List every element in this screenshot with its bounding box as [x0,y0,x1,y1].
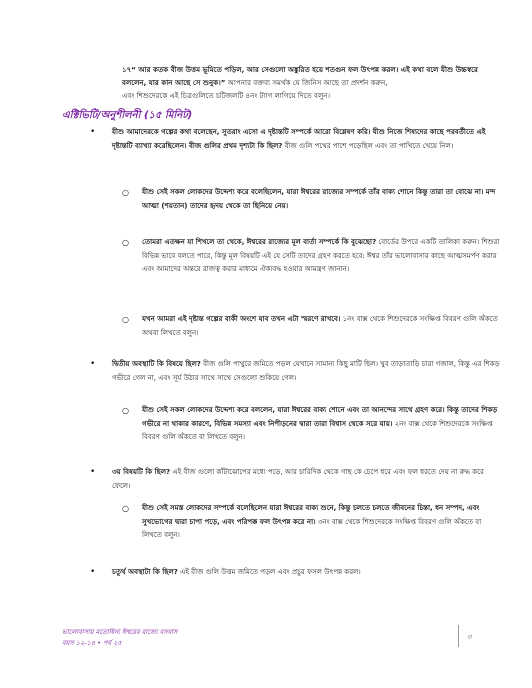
circle-marker: ○ [122,406,129,415]
list-item-text: চতুর্থ অবস্থাটা কি ছিল? এই বীজ গুলি উত্তম জমিতে পড়ল এবং প্রচুর ফসল উৎপন্ন করল। [112,568,361,576]
circle-marker: ○ [122,188,129,197]
bullet-marker: • [90,467,96,477]
page-number: ৩ [467,633,472,641]
bullet-marker: • [90,359,96,369]
sub-list-item [122,313,502,340]
circle-marker: ○ [122,504,129,513]
list-item [90,358,500,385]
list-item-text: যীশু আমাদেরকে গল্পের কথা বলেছেন, সুতরাং এসো এ দৃষ্টান্তটি সম্পর্কে আরো বিশ্লেষণ করি। যীশু নিজে শিষ্যদের কাছে পরবর্তীতে এই দৃষ্টান্তটি ব্যাখ্যা করেছিলেন। বীজ গুলির প্রথম দৃশ্যটা কি ছিল? বীজ গুলি পথের পাশে পড়েছিল এবং তা পাখিতে খেয়ে নিল। [112,128,486,150]
circle-marker: ○ [122,238,129,247]
sub-list-item [122,186,502,213]
section-title: এক্টিভিটি/অনুশীলনী (১৫ মিনিট) [62,110,193,121]
bullet-marker: • [90,567,96,577]
sub-list-item [122,502,502,543]
quote-bold-text: ১৭“ আর কতক বীজ উত্তম ভূমিতে পড়িল, আর সেগুলো অঙ্কুরিত হয়ে শতগুন ফল উৎপন্ন করল। এই কথা বলে যীশু উচ্চস্বরে বললেন, যার কান আছে সে শুনুক।” [122,65,478,87]
bullet-marker: • [90,127,96,137]
circle-marker: ○ [122,315,129,324]
sub-list-item-text: যীশু সেই সকল লোকদের উদ্দেশ্য করে বলেছিলেন, যারা ঈশ্বরের রাজ্যের সম্পর্কে তাঁর বাক্য শোনে কিন্তু তারা তা বোঝে না। মন্দ আত্মা (শয়তান) তাদের হৃদয় থেকে তা ছিনিয়ে নেয়। [142,188,496,210]
quote-instruction-2: এবং শিশুদেরকে এই চিত্রগুলিতে চটিজলটি ৪নং ট্যাগ লাগিয়ে দিতে বলুন। [122,91,331,100]
sub-list-item [122,404,502,445]
footer-line-2: বয়স ১২-১৪ • পর্ব ২৫ [62,639,122,647]
list-item-text: দ্বিতীয় অবস্থাটি কি বিষয়ে ছিল? বীজ গুলি পাথুরে জমিতে পড়ল যেখানে সামান্য কিছু মাটি ছিল। খুব তাড়াতাড়ি চারা গজাল, কিন্তু এর শিকড় গভীরে গেল না, এবং সূর্য উঠার সাথে সাথে সেগুলো শুকিয়ে গেল। [112,360,500,382]
sub-list-item [122,236,502,277]
footer-line-1: ভালোবাসায় মতোধিন্য ঈশ্বরের রাজ্যে বসবাস [62,628,178,636]
footer-divider [458,625,459,647]
scripture-quote [122,63,504,102]
list-item [90,566,500,580]
footer-title [62,627,177,649]
sub-list-item-text: তোমরা এতক্ষন যা শিখলে তা থেকে, ঈশ্বরের রাজ্যের মূল বার্তা সম্পর্কে কি বুঝেছো? বোর্ডের উপরে একটি তালিকা করুন। শিশুরা বিভিন্ন ভাবে বলতে পারে, কিন্তু মূল বিষয়টি এই যে সেটি তাদের গ্রহণ করতে হবে: ঈশ্বর তাঁর ভালোবাসার কাছে আত্মসমর্পণ করার এবং আমাদের অন্তরে রাজত্ব করার মাধ্যমে ঐক্যবদ্ধ হওয়ার আমন্ত্রণ জানান। [142,238,500,273]
list-item-text: ৩য় বিষয়টি কি ছিল? এই বীজ গুলো কাঁটাঝোপের মধ্যে পড়ে, আর চারিদিক থেকে গাছ কে চেপে ধরে এবং ফল ধরতে দেয় না রুদ্ধ করে ফেলে। [112,468,484,490]
list-item [90,126,500,153]
list-item [90,466,500,493]
sub-list-item-text: যীশু সেই সকল লোকদের উদ্দেশ্য করে বললেন, যারা ঈশ্বরের বাক্য শোনে এবং তা আনন্দের সাথে গ্রহণ করে। কিন্তু তাদের শিকড় গভীরে না থাকার কারণে, বিভিন্ন সমস্যা এবং নিপীড়নের দ্বারা তারা বিশ্বাস থেকে সরে যায়। ২নং বাক্স থেকে শিশুদেরকে সংক্ষিপ্ত বিবরণ গুলি অঁকতে বা লিখতে বলুন। [142,406,498,441]
quote-instruction-1: আপনার বক্তব্য সমর্থক যে জিনিস আছে তা প্রদর্শন করুন, [225,78,388,87]
sub-list-item-text: যীশু সেই সমস্ত লোকদের সম্পর্কে বলেছিলেন যারা ঈশ্বরের বাক্য শুনে, কিন্তু চলতে চলতে জীবনের চিন্তা, ধন সম্পদ, এবং সুখভোগের দ্বারা চাপা পড়ে, এবং পরিপক্ক ফল উৎপন্ন করে না। ৩নং বাক্স থেকে শিশুদেরকে সংক্ষিপ্ত বিবরণ গুলি অঁকতে বা লিখতে বলুন। [142,504,482,539]
sub-list-item-text: যখন আমরা এই দৃষ্টান্ত গল্পের বাকী অংশে যাব তখন এটা স্মরণে রাখবে। ১নং বাক্স থেকে শিশুদেরকে সংক্ষিপ্ত বিবরণ গুলি অঁকতে অথবা লিখতে বলুন। [142,315,498,337]
